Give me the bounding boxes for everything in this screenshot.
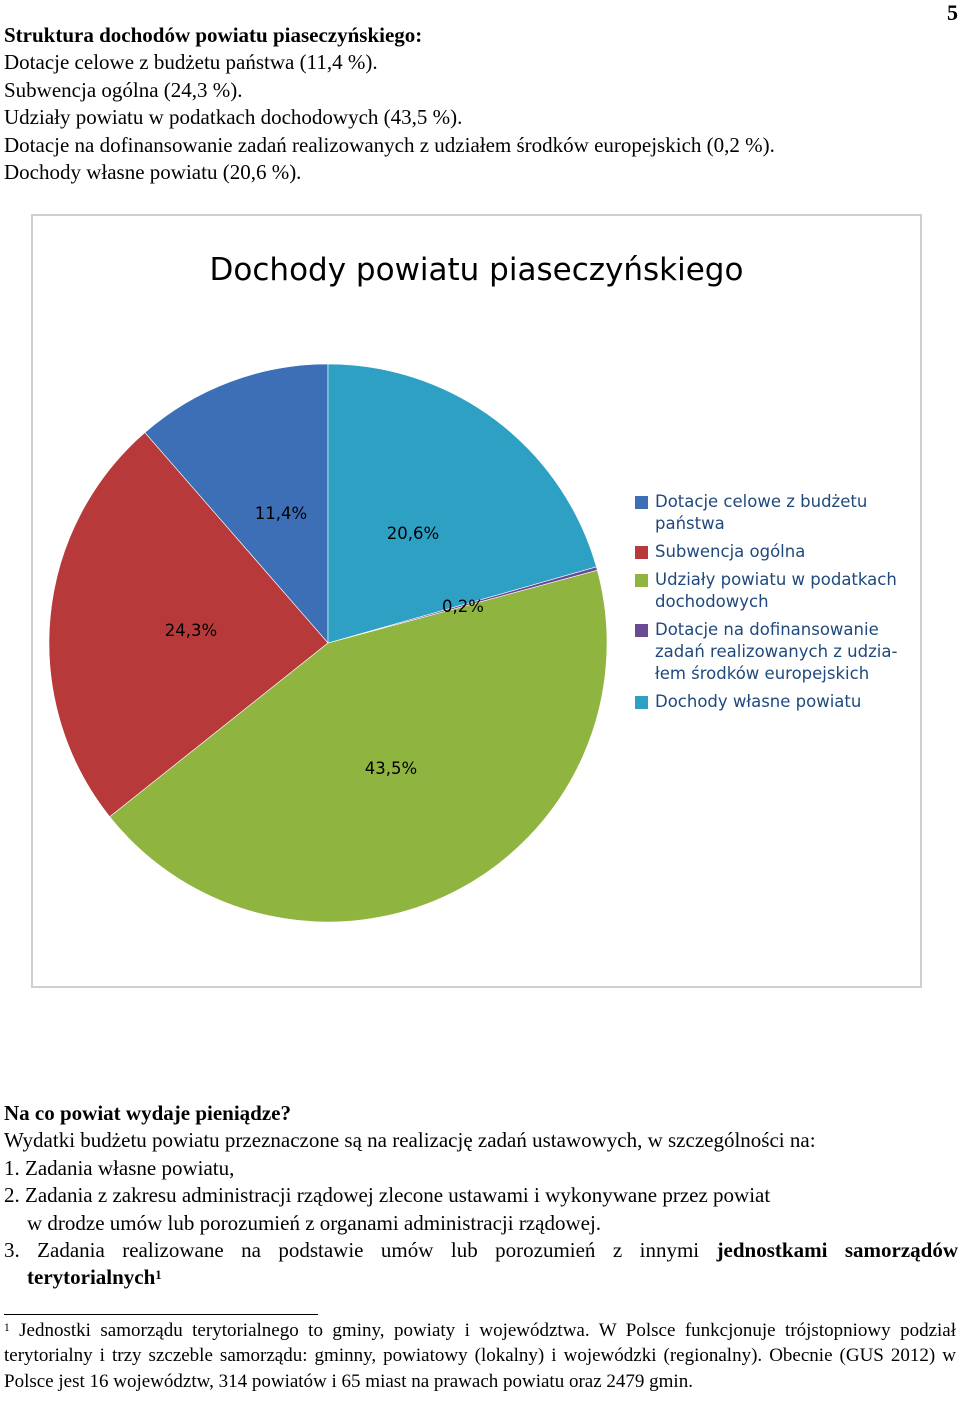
section-heading: Na co powiat wydaje pieniądze? [4,1101,291,1125]
legend-item [635,691,905,713]
legend-label: dochodowych [655,592,769,611]
pie-data-label: 20,6% [386,524,440,543]
legend-label: Dochody własne powiatu [655,692,862,711]
intro-line: Udziały powiatu w podatkach dochodowych (43,5 %). [4,105,463,130]
legend-item [635,619,905,685]
intro-line: Dochody własne powiatu (20,6 %). [4,160,302,185]
footnote-marker: 1 [4,1322,10,1334]
footnote-divider [4,1314,318,1315]
pie-data-label: 11,4% [254,504,308,523]
legend-item [635,491,905,535]
legend-swatch [635,496,648,509]
spending-section [4,1100,958,1292]
pie-data-label: 24,3% [164,621,218,640]
list-item-3-text: 3. Zadania realizowane na podstawie umów lub porozumień z innymi [4,1238,717,1263]
pie-data-label: 43,5% [364,759,418,778]
intro-title: Struktura dochodów powiatu piaseczyńskiego: [4,23,423,47]
legend-label: zadań realizowanych z udzia- [655,642,898,661]
chart-legend [635,491,905,719]
footnote [4,1318,956,1394]
intro-line: Dotacje na dofinansowanie zadań realizowanych z udziałem środków europejskich (0,2 %). [4,132,775,157]
legend-label: Udziały powiatu w podatkach [655,570,897,589]
list-item-3-bold: jednostkami samorządów [716,1238,958,1263]
footnote-reference[interactable]: 1 [155,1268,162,1283]
legend-label: Dotacje celowe z budżetu [655,492,868,511]
intro-line: Dotacje celowe z budżetu państwa (11,4 %). [4,50,378,75]
section-intro: Wydatki budżetu powiatu przeznaczone są na realizację zadań ustawowych, w szczególności na: [4,1128,816,1153]
legend-label: Dotacje na dofinansowanie [655,620,879,639]
legend-label: łem środków europejskich [655,664,870,683]
list-item-1: 1. Zadania własne powiatu, [4,1155,235,1180]
legend-swatch [635,574,648,587]
pie-data-label: 0,2% [442,597,484,616]
list-item-3-continued [4,1264,958,1291]
legend-item [635,569,905,613]
intro-line: Subwencja ogólna (24,3 %). [4,77,243,102]
list-item-2-continued: w drodze umów lub porozumień z organami administracji rządowej. [27,1210,602,1235]
footnote-text: Jednostki samorządu terytorialnego to gminy, powiaty i województwa. W Polsce funkcjonuje trójstopniowy podział terytorialny i trzy szczeble samorządu: gminny, powiatowy (lokalny) i wojewódzki (regionalny). Obecnie (GUS 2012) w Polsce jest 16 województw, 314 powiatów i 65 miast na prawach powiatu oraz 2479 gmin. [4,1320,956,1392]
list-item-3 [4,1237,958,1264]
legend-label: Subwencja ogólna [655,542,806,561]
legend-swatch [635,696,648,709]
legend-item [635,541,905,563]
chart-title: Dochody powiatu piaseczyńskiego [209,252,744,288]
pie-chart [31,214,922,988]
list-item-2: 2. Zadania z zakresu administracji rządowej zlecone ustawami i wykonywane przez powiat [4,1183,771,1208]
legend-swatch [635,546,648,559]
page-number: 5 [947,0,958,25]
list-item-3-bold-continued: terytorialnych [27,1265,156,1290]
legend-label: państwa [655,514,725,533]
intro-block [4,22,924,186]
legend-swatch [635,624,648,637]
